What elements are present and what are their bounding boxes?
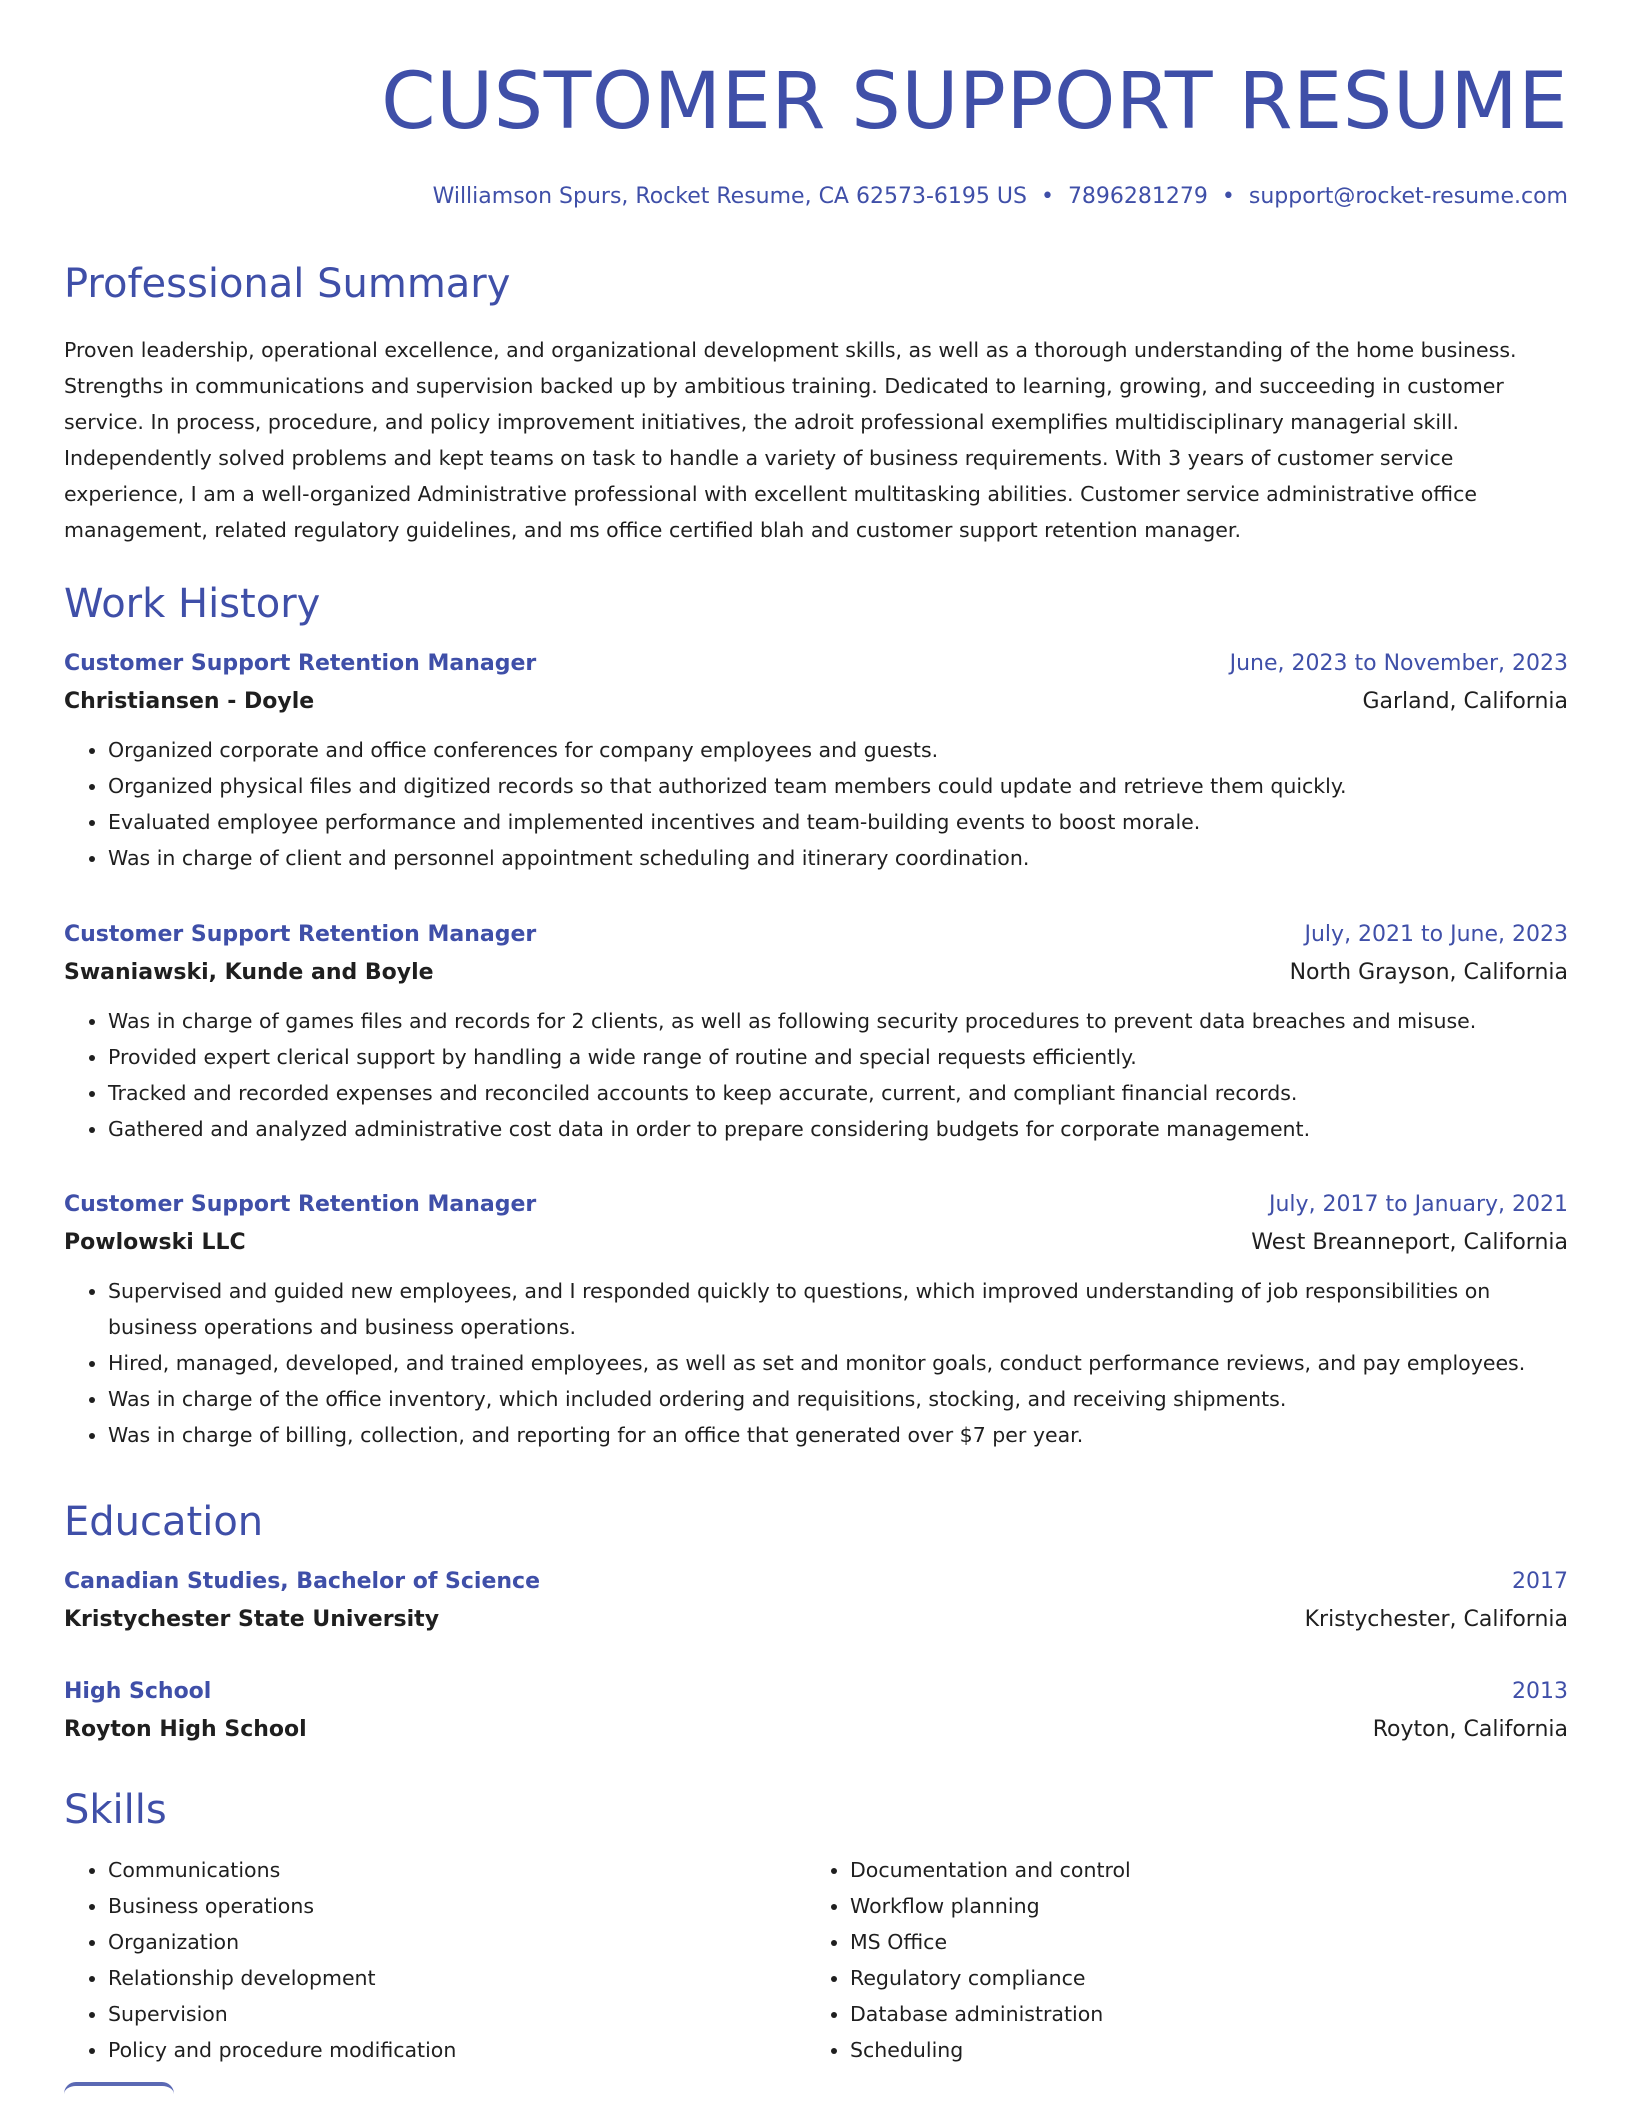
contact-separator: •: [1040, 184, 1054, 209]
job-bullet: • Organized physical files and digitized records so that authorized team members could update and retrieve them quickly.: [108, 768, 1568, 804]
contact-email[interactable]: support@rocket-resume.com: [1248, 184, 1568, 209]
skills-list-right: [806, 1852, 1548, 2068]
education-location: Kristychester, California: [1304, 1607, 1568, 1632]
skills-section: [64, 1784, 1568, 2068]
skill-item: • Business operations: [108, 1888, 806, 1924]
professional-summary-section: [64, 258, 1568, 548]
skills-list-left: [64, 1852, 806, 2068]
skill-item: • Policy and procedure modification: [108, 2032, 806, 2068]
education-year: 2013: [1512, 1679, 1568, 1704]
skill-item: • Relationship development: [108, 1960, 806, 1996]
section-heading-education: Education: [64, 1499, 264, 1545]
job-location: North Grayson, California: [1289, 960, 1568, 985]
job-bullet: • Provided expert clerical support by handling a wide range of routine and special requests efficiently.: [108, 1039, 1568, 1075]
skill-item: • Regulatory compliance: [850, 1960, 1548, 1996]
job-company-row: [64, 957, 1568, 989]
job-company: Powlowski LLC: [64, 1230, 246, 1255]
skill-item: • Supervision: [108, 1996, 806, 2032]
education-school: Kristychester State University: [64, 1607, 440, 1632]
job-dates: July, 2017 to January, 2021: [1269, 1192, 1568, 1217]
education-entry: [64, 1676, 1568, 1746]
skill-item: • Organization: [108, 1924, 806, 1960]
job-entry: [64, 648, 1568, 876]
job-bullet: • Hired, managed, developed, and trained employees, as well as set and monitor goals, conduct performance reviews, and pay employees.: [108, 1345, 1568, 1381]
job-location: West Breanneport, California: [1251, 1230, 1568, 1255]
contact-separator: •: [1221, 184, 1235, 209]
job-title: Customer Support Retention Manager: [64, 651, 537, 676]
job-bullets: [64, 1003, 1568, 1147]
education-header-row: [64, 1676, 1568, 1708]
job-bullets: [64, 732, 1568, 876]
job-bullets: [64, 1273, 1568, 1453]
job-bullet: • Organized corporate and office conferences for company employees and guests.: [108, 732, 1568, 768]
education-header-row: [64, 1566, 1568, 1598]
contact-address: Williamson Spurs, Rocket Resume, CA 62573-6195 US: [432, 184, 1027, 209]
section-heading-skills: Skills: [64, 1787, 167, 1833]
job-dates: July, 2021 to June, 2023: [1304, 922, 1568, 947]
job-bullet: • Gathered and analyzed administrative cost data in order to prepare considering budgets for corporate management.: [108, 1111, 1568, 1147]
education-location: Royton, California: [1372, 1717, 1568, 1742]
job-company-row: [64, 1227, 1568, 1259]
job-bullet: • Was in charge of games files and records for 2 clients, as well as following security procedures to prevent data breaches and misuse.: [108, 1003, 1568, 1039]
job-dates: June, 2023 to November, 2023: [1229, 651, 1568, 676]
section-heading-summary: Professional Summary: [64, 261, 511, 307]
job-bullet: • Evaluated employee performance and implemented incentives and team-building events to boost morale.: [108, 804, 1568, 840]
resume-page: [64, 0, 1568, 2062]
job-header-row: [64, 1189, 1568, 1221]
job-company-row: [64, 686, 1568, 718]
job-entry: [64, 919, 1568, 1147]
skill-item: • MS Office: [850, 1924, 1548, 1960]
skill-item: • Communications: [108, 1852, 806, 1888]
job-bullet: • Was in charge of the office inventory, which included ordering and requisitions, stocking, and receiving shipments.: [108, 1381, 1568, 1417]
skills-grid: [64, 1852, 1568, 2068]
contact-line: [64, 182, 1568, 212]
section-heading-work: Work History: [64, 581, 321, 627]
job-bullet: • Was in charge of billing, collection, and reporting for an office that generated over $7 per year.: [108, 1417, 1568, 1453]
job-title: Customer Support Retention Manager: [64, 1192, 537, 1217]
job-title: Customer Support Retention Manager: [64, 922, 537, 947]
job-location: Garland, California: [1362, 689, 1568, 714]
education-entry: [64, 1566, 1568, 1636]
job-entry: [64, 1189, 1568, 1453]
education-degree: Canadian Studies, Bachelor of Science: [64, 1569, 541, 1594]
next-section-heading-cutoff: [64, 2082, 1568, 2112]
education-school-row: [64, 1714, 1568, 1746]
education-school: Royton High School: [64, 1717, 307, 1742]
job-header-row: [64, 919, 1568, 951]
education-year: 2017: [1512, 1569, 1568, 1594]
work-history-section: [64, 578, 1568, 1447]
skill-item: • Documentation and control: [850, 1852, 1548, 1888]
job-bullet: • Was in charge of client and personnel appointment scheduling and itinerary coordination.: [108, 840, 1568, 876]
resume-title: CUSTOMER SUPPORT RESUME: [381, 57, 1568, 147]
job-bullet: • Tracked and recorded expenses and reconciled accounts to keep accurate, current, and compliant financial records.: [108, 1075, 1568, 1111]
job-header-row: [64, 648, 1568, 680]
skill-item: • Database administration: [850, 1996, 1548, 2032]
job-company: Christiansen - Doyle: [64, 689, 315, 714]
summary-text: Proven leadership, operational excellence, and organizational development skills, as well as a thorough understanding of the home business. Strengths in communications and supervision backed up by ambitious training. Dedicated to learning, growing, and succeeding in customer service. In process, procedure, and policy improvement initiatives, the adroit professional exemplifies multidisciplinary managerial skill. Independently solved problems and kept teams on task to handle a variety of business requirements. With 3 years of customer service experience, I am a well-organized Administrative professional with excellent multitasking abilities. Customer service administrative office management, related regulatory guidelines, and ms office certified blah and customer support retention manager.: [64, 338, 1517, 542]
education-school-row: [64, 1604, 1568, 1636]
cutoff-heading-fragment: [64, 2082, 174, 2112]
skill-item: • Scheduling: [850, 2032, 1548, 2068]
skill-item: • Workflow planning: [850, 1888, 1548, 1924]
job-company: Swaniawski, Kunde and Boyle: [64, 960, 434, 985]
education-degree: High School: [64, 1679, 212, 1704]
contact-phone[interactable]: 7896281279: [1067, 184, 1208, 209]
education-section: [64, 1496, 1568, 1742]
job-bullet: • Supervised and guided new employees, and I responded quickly to questions, which improved understanding of job responsibilities on business operations and business operations.: [108, 1273, 1568, 1345]
